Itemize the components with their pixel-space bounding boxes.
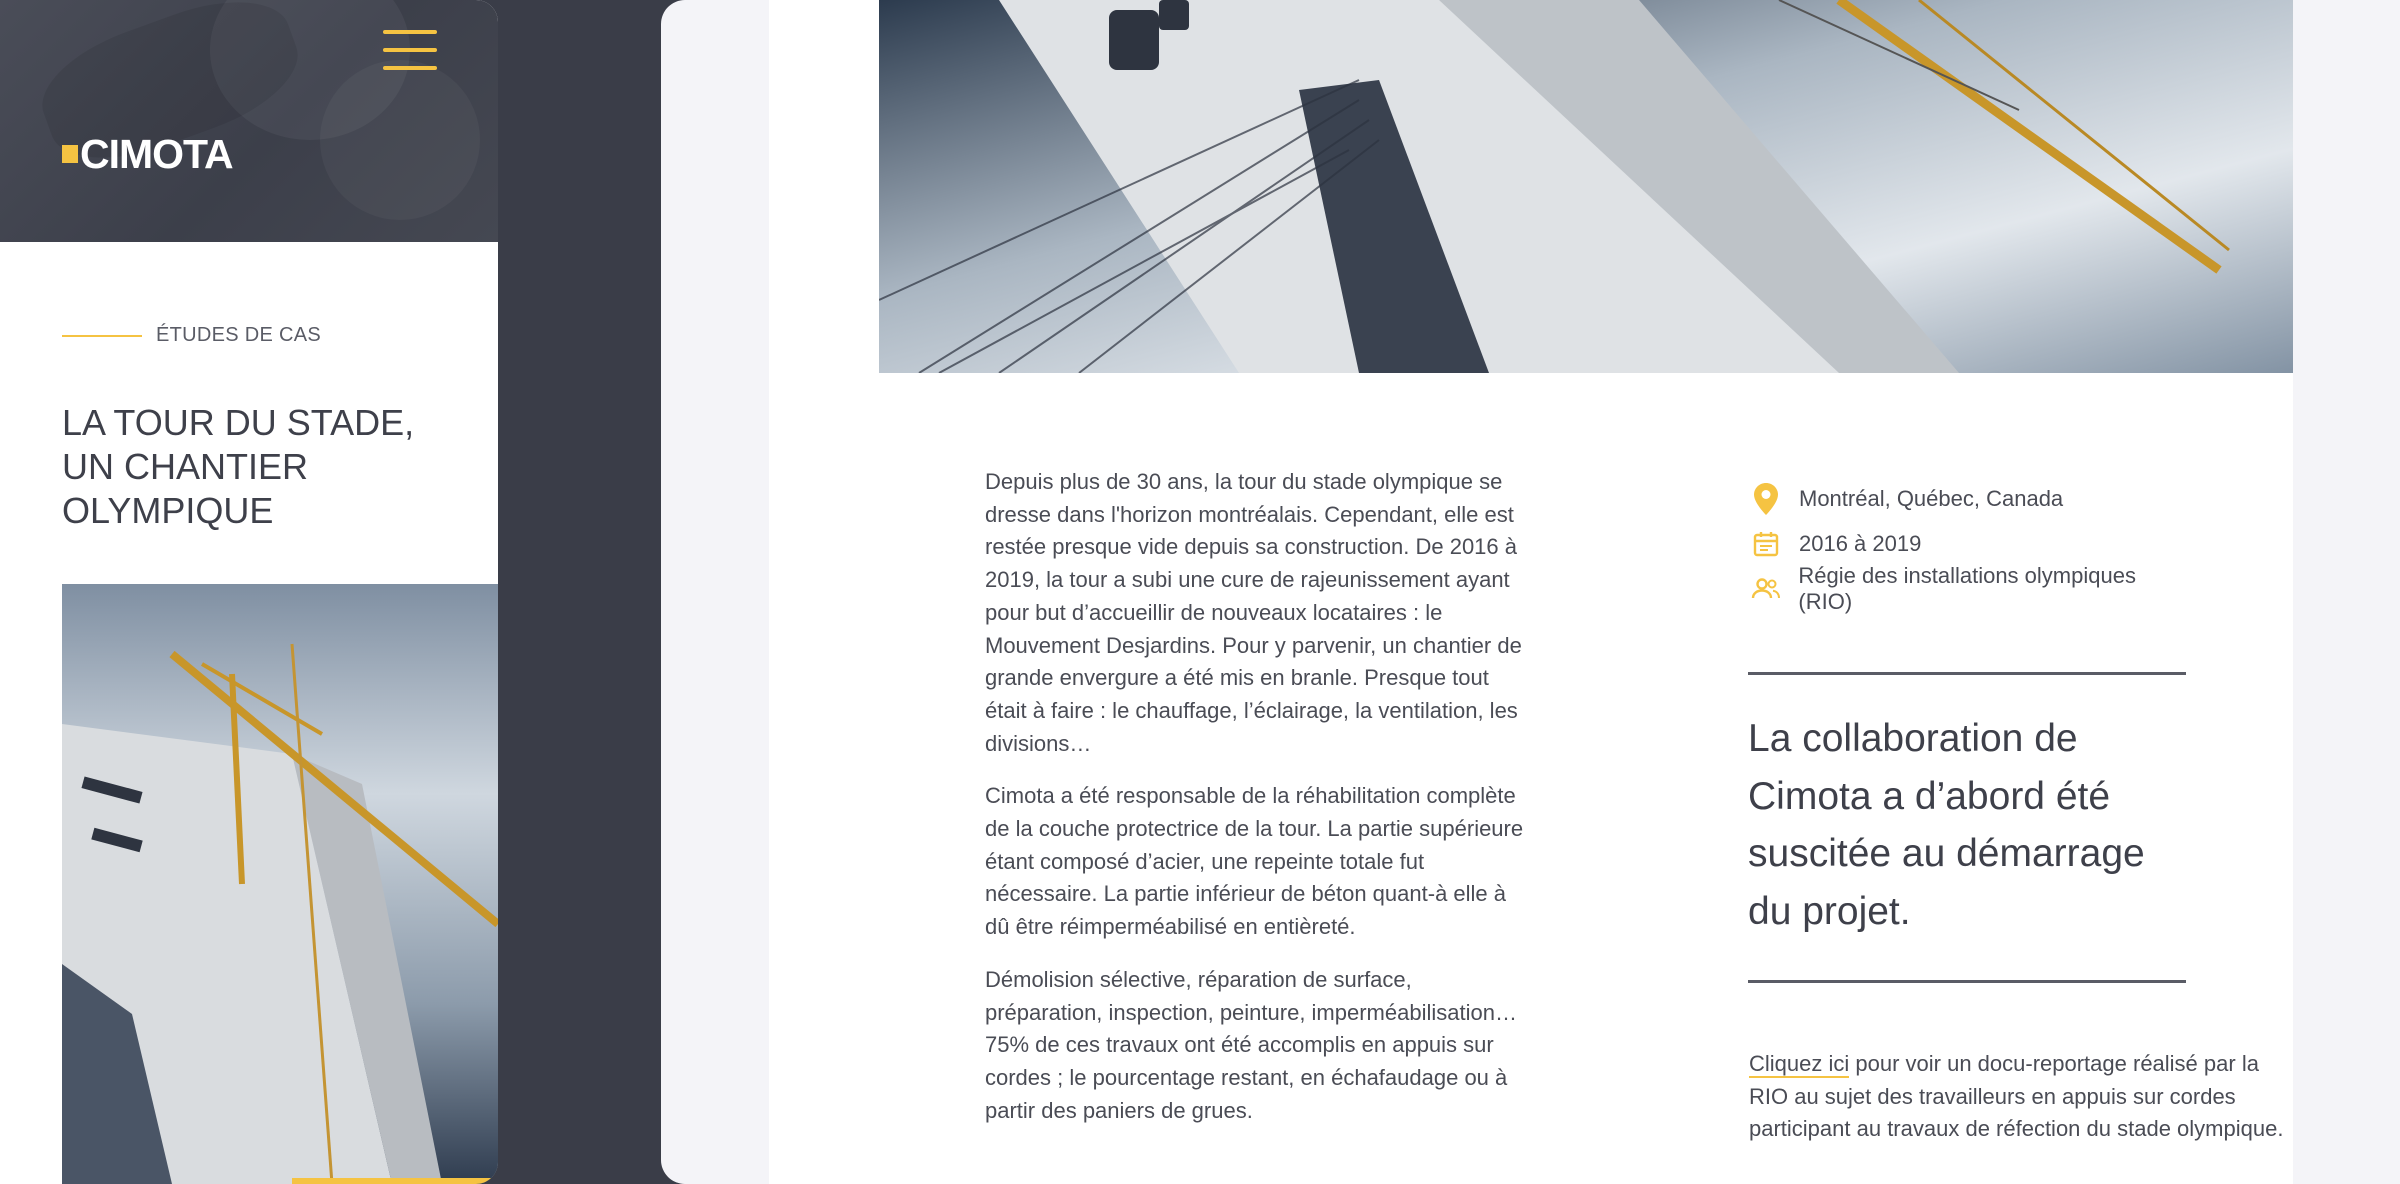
tower-illustration [62,584,498,1184]
logo-text: CIMOTA [80,131,233,177]
meta-location [1749,476,2189,521]
tower-hero-illustration [879,0,2293,373]
article-container [769,0,2293,1184]
quote-divider-bottom [1748,980,2186,983]
section-eyebrow [62,324,321,347]
cimota-logo[interactable] [62,131,233,177]
logo-mark [62,145,78,163]
hero-photo [879,0,2293,373]
meta-period [1749,521,2189,566]
calendar-icon [1749,527,1783,561]
meta-location-text: Montréal, Québec, Canada [1799,485,2064,511]
stade-tower-photo [62,584,498,1184]
map-pin-icon [1749,482,1783,516]
photo-accent-bar [292,1178,498,1184]
desktop-preview [661,0,2400,1184]
page-title: LA TOUR DU STADE, UN CHANTIER OLYMPIQUE [62,402,415,531]
people-icon [1749,572,1782,606]
video-cta [1749,1048,2289,1146]
mobile-preview [0,0,498,1184]
pull-quote: La collaboration de Cimota a d’abord été suscitée au démarrage du projet. [1748,717,2145,933]
mobile-header [0,0,498,242]
cta-link[interactable]: Cliquez ici [1749,1051,1850,1076]
eyebrow-line [62,335,142,337]
paragraph: Cimota a été responsable de la réhabilitation complète de la couche protectrice de la tour. La partie supérieure étant composé d’acier, une repeinte totale fut nécessaire. La partie inférieur de béton quant-à elle à dû être réimperméabilisé en entièreté. [985,783,1524,940]
project-meta [1749,476,2189,614]
meta-client [1749,562,2189,614]
paragraph: Depuis plus de 30 ans, la tour du stade olympique se dresse dans l'horizon montréalais. Cependant, elle est restée presque vide depuis sa construction. De 2016 à 2019, la tour a subi une cure de rajeunissement ayant pour but d’accueillir de nouveaux locataires : le Mouvement Desjardins. Pour y parvenir, un chantier de grande envergure a été mis en branle. Presque tout était à faire : le chauffage, l’éclairage, la ventilation, les divisions… [985,469,1522,756]
article-body [985,466,1533,1147]
meta-period-text: 2016 à 2019 [1799,530,1922,556]
cta-text: pour voir un docu-reportage réalisé par la RIO au sujet des travailleurs en appuis sur cordes participant au travaux de réfection du stade olympique. [1749,1051,2284,1142]
eyebrow-label: ÉTUDES DE CAS [156,324,322,346]
paragraph: Démolision sélective, réparation de surface, préparation, inspection, peinture, imperméabilisation… 75% de ces travaux ont été accomplis en appuis sur cordes ; le pourcentage restant, en échafaudage ou à partir des paniers de grues. [985,966,1517,1123]
meta-client-text: Régie des installations olympiques (RIO) [1798,562,2136,614]
quote-divider-top [1748,672,2186,675]
hamburger-menu-icon[interactable] [383,28,439,72]
